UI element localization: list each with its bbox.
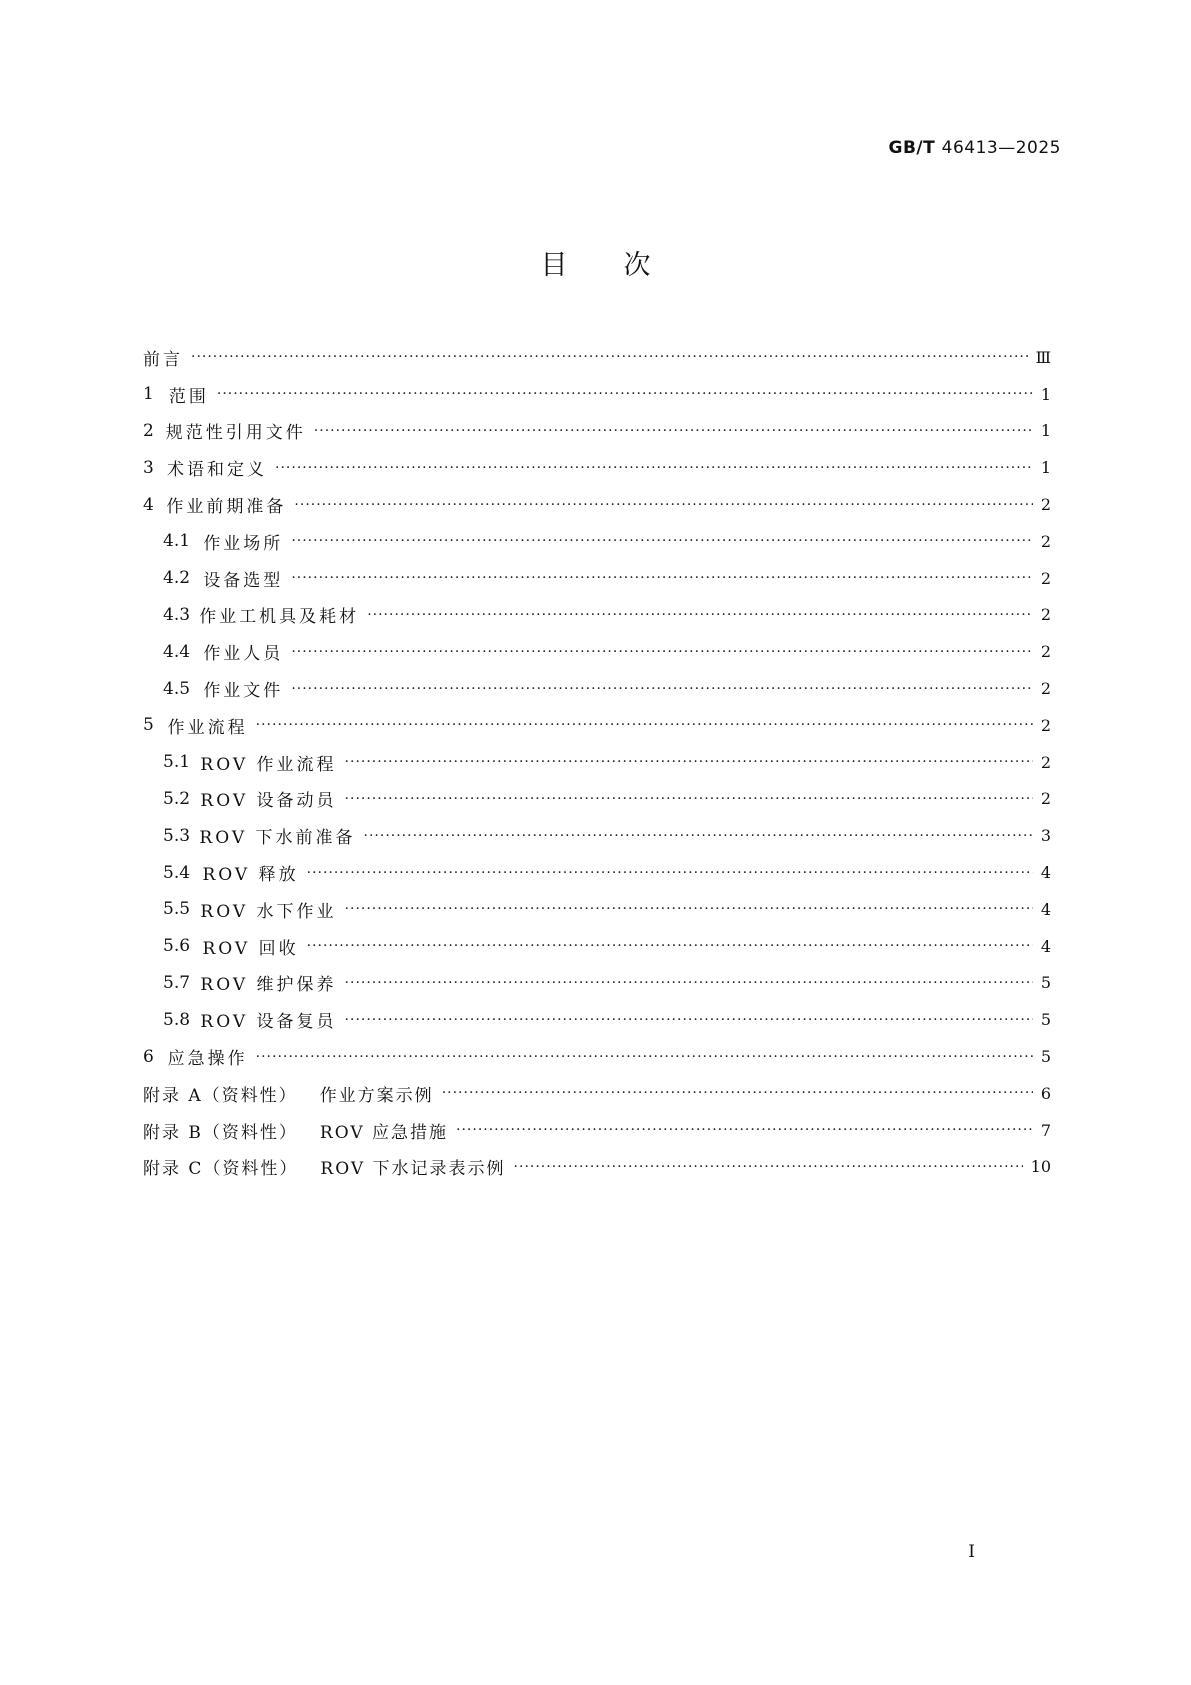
toc-entry-page: 10 bbox=[1030, 1157, 1051, 1177]
toc-entry[interactable] bbox=[143, 965, 1051, 1002]
dot-leader bbox=[294, 497, 1032, 513]
toc-entry-label: 作业场所 bbox=[203, 533, 284, 554]
toc-entry[interactable] bbox=[143, 1112, 1051, 1149]
toc-entry-label bbox=[143, 1118, 448, 1143]
toc-entry-label: ROV 设备复员 bbox=[200, 1012, 337, 1033]
toc-entry-label: ROV 回收 bbox=[202, 938, 299, 959]
dot-leader bbox=[345, 791, 1033, 807]
toc-entry-number: 3 bbox=[143, 457, 154, 478]
toc-entry-label: 作业前期准备 bbox=[166, 497, 287, 518]
toc-entry-number: 4.3 bbox=[163, 604, 191, 625]
appendix-title: ROV 下水记录表示例 bbox=[320, 1159, 506, 1180]
dot-leader bbox=[514, 1159, 1023, 1175]
toc-entry[interactable] bbox=[143, 891, 1051, 928]
dot-leader bbox=[307, 938, 1033, 954]
dot-leader bbox=[256, 1049, 1033, 1065]
toc-entry-number: 5.4 bbox=[163, 862, 191, 883]
toc-entry-number: 4.5 bbox=[163, 678, 191, 699]
toc-entry-page: 7 bbox=[1040, 1120, 1051, 1140]
standard-code bbox=[889, 138, 1061, 158]
toc-entry-number: 4.2 bbox=[163, 568, 191, 589]
toc-entry[interactable] bbox=[143, 928, 1051, 965]
standard-prefix: GB/T bbox=[888, 138, 936, 158]
toc-entry-page: 4 bbox=[1040, 863, 1051, 883]
toc-entry-page: 2 bbox=[1040, 568, 1051, 588]
toc-entry-label: 作业流程 bbox=[167, 717, 248, 738]
dot-leader bbox=[364, 828, 1033, 844]
toc-entry[interactable] bbox=[143, 1149, 1051, 1186]
dot-leader bbox=[291, 644, 1033, 660]
toc-entry-label bbox=[143, 1081, 434, 1106]
toc-entry-number: 4.4 bbox=[163, 641, 191, 662]
toc-entry-page: 6 bbox=[1040, 1083, 1051, 1103]
toc-entry-number: 4 bbox=[143, 494, 154, 515]
toc-entry-label: 范围 bbox=[168, 386, 209, 407]
toc-entry[interactable] bbox=[143, 523, 1051, 560]
toc-entry-page: 2 bbox=[1040, 715, 1051, 735]
dot-leader bbox=[345, 901, 1033, 917]
toc-entry[interactable] bbox=[143, 1075, 1051, 1112]
toc-entry-page: Ⅲ bbox=[1035, 347, 1051, 367]
appendix-tag: 附录 A（资料性） bbox=[143, 1085, 298, 1106]
dot-leader bbox=[345, 754, 1033, 770]
dot-leader bbox=[191, 349, 1028, 365]
toc-entry-page: 2 bbox=[1040, 679, 1051, 699]
dot-leader bbox=[456, 1122, 1033, 1138]
toc-entry-page: 2 bbox=[1040, 642, 1051, 662]
toc-entry[interactable] bbox=[143, 1038, 1051, 1075]
toc-entry[interactable] bbox=[143, 339, 1051, 376]
dot-leader bbox=[345, 1012, 1033, 1028]
toc-entry-number: 5.5 bbox=[163, 899, 191, 920]
toc-entry-label: 规范性引用文件 bbox=[165, 423, 306, 444]
toc-entry[interactable] bbox=[143, 376, 1051, 413]
toc-entry-label: ROV 下水前准备 bbox=[199, 828, 356, 849]
toc-entry[interactable] bbox=[143, 744, 1051, 781]
toc-entry[interactable] bbox=[143, 781, 1051, 818]
toc-entry-label: 前言 bbox=[143, 349, 183, 370]
dot-leader bbox=[367, 607, 1033, 623]
toc-entry-label: 应急操作 bbox=[167, 1049, 248, 1070]
toc-entry-label: 设备选型 bbox=[203, 570, 284, 591]
toc-entry-label: ROV 水下作业 bbox=[200, 901, 337, 922]
dot-leader bbox=[307, 865, 1033, 881]
toc-entry-number: 2 bbox=[143, 420, 154, 441]
toc-entry-page: 5 bbox=[1040, 1047, 1051, 1067]
toc-entry-number: 5.2 bbox=[163, 788, 191, 809]
toc-entry-page: 2 bbox=[1040, 789, 1051, 809]
toc-entry-page: 2 bbox=[1040, 495, 1051, 515]
toc-entry-number: 4.1 bbox=[163, 531, 191, 552]
toc-entry[interactable] bbox=[143, 597, 1051, 634]
dot-leader bbox=[291, 533, 1033, 549]
toc-entry-number: 5.1 bbox=[163, 752, 191, 773]
toc-entry-page: 2 bbox=[1040, 531, 1051, 551]
toc-entry-page: 5 bbox=[1040, 1010, 1051, 1030]
toc-entry-label: ROV 作业流程 bbox=[200, 754, 337, 775]
toc-entry[interactable] bbox=[143, 413, 1051, 450]
toc-entry-page: 1 bbox=[1040, 384, 1051, 404]
toc-entry[interactable] bbox=[143, 1001, 1051, 1038]
toc-entry-page: 3 bbox=[1040, 826, 1051, 846]
toc-entry-label: ROV 维护保养 bbox=[200, 975, 337, 996]
toc-entry-page: 4 bbox=[1040, 936, 1051, 956]
dot-leader bbox=[442, 1085, 1033, 1101]
toc-title: 目次 bbox=[540, 250, 707, 281]
toc-entry-label bbox=[143, 1154, 506, 1179]
toc-entry-number: 6 bbox=[143, 1046, 154, 1067]
dot-leader bbox=[275, 460, 1033, 476]
toc-entry-label: 作业文件 bbox=[203, 681, 284, 702]
toc-entry-label: 作业人员 bbox=[203, 644, 284, 665]
dot-leader bbox=[314, 423, 1033, 439]
toc-entry[interactable] bbox=[143, 560, 1051, 597]
toc-entry[interactable] bbox=[143, 707, 1051, 744]
standard-number: 46413—2025 bbox=[941, 138, 1061, 158]
page-folio: I bbox=[968, 1542, 975, 1562]
toc-entry-page: 2 bbox=[1040, 605, 1051, 625]
toc-entry-label: ROV 释放 bbox=[202, 865, 299, 886]
dot-leader bbox=[217, 386, 1033, 402]
toc-entry-page: 1 bbox=[1040, 458, 1051, 478]
toc-entry-number: 1 bbox=[143, 384, 154, 405]
appendix-tag: 附录 B（资料性） bbox=[143, 1122, 298, 1143]
toc-entry-number: 5.8 bbox=[163, 1009, 191, 1030]
toc-entry[interactable] bbox=[143, 817, 1051, 854]
toc-entry-page: 4 bbox=[1040, 899, 1051, 919]
toc-entry-number: 5.6 bbox=[163, 936, 191, 957]
toc-entry-label: ROV 设备动员 bbox=[200, 791, 337, 812]
toc-entry[interactable] bbox=[143, 486, 1051, 523]
appendix-title: ROV 应急措施 bbox=[319, 1122, 449, 1143]
toc-entry-number: 5.3 bbox=[163, 825, 191, 846]
table-of-contents bbox=[143, 339, 1051, 1185]
appendix-title: 作业方案示例 bbox=[319, 1085, 434, 1106]
toc-entry-label: 术语和定义 bbox=[167, 460, 268, 481]
toc-entry-label: 作业工机具及耗材 bbox=[199, 607, 360, 628]
toc-entry-number: 5 bbox=[143, 715, 154, 736]
toc-entry[interactable] bbox=[143, 854, 1051, 891]
toc-entry-page: 2 bbox=[1040, 752, 1051, 772]
dot-leader bbox=[256, 717, 1033, 733]
toc-entry[interactable] bbox=[143, 670, 1051, 707]
dot-leader bbox=[345, 975, 1033, 991]
toc-entry-number: 5.7 bbox=[163, 972, 191, 993]
dot-leader bbox=[291, 681, 1033, 697]
appendix-tag: 附录 C（资料性） bbox=[143, 1159, 299, 1180]
toc-entry-page: 1 bbox=[1040, 421, 1051, 441]
toc-entry-page: 5 bbox=[1040, 973, 1051, 993]
dot-leader bbox=[291, 570, 1033, 586]
toc-entry[interactable] bbox=[143, 449, 1051, 486]
toc-entry[interactable] bbox=[143, 633, 1051, 670]
